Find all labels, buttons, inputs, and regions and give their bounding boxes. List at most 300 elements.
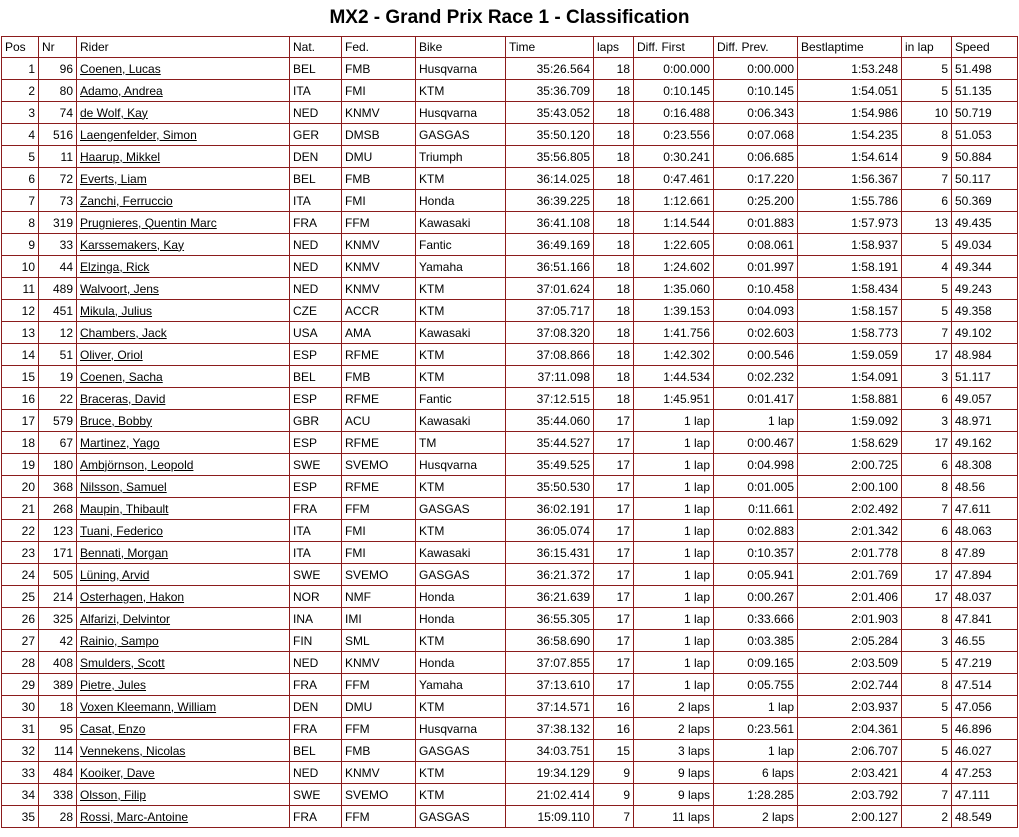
in-lap-cell: 5: [902, 234, 952, 256]
bike-cell: KTM: [416, 300, 506, 322]
in-lap-cell: 5: [902, 718, 952, 740]
table-row: [2, 608, 1018, 630]
bestlap-cell: 2:05.284: [798, 630, 902, 652]
diff-first-cell: 1:44.534: [634, 366, 714, 388]
speed-cell: 49.034: [952, 234, 1018, 256]
rider-link[interactable]: Pietre, Jules: [80, 677, 147, 692]
laps-cell: 18: [594, 256, 634, 278]
pos-cell: 25: [2, 586, 39, 608]
diff-first-cell: 1 lap: [634, 630, 714, 652]
bike-cell: KTM: [416, 476, 506, 498]
in-lap-cell: 6: [902, 520, 952, 542]
table-row: [2, 410, 1018, 432]
nat-cell: BEL: [290, 168, 342, 190]
rider-link[interactable]: Prugnieres, Quentin Marc: [80, 215, 217, 230]
in-lap-cell: 8: [902, 674, 952, 696]
diff-first-cell: 1:12.661: [634, 190, 714, 212]
bestlap-cell: 2:01.769: [798, 564, 902, 586]
nr-cell: 505: [39, 564, 77, 586]
bike-cell: Husqvarna: [416, 454, 506, 476]
rider-link[interactable]: Haarup, Mikkel: [80, 149, 161, 164]
speed-cell: 48.984: [952, 344, 1018, 366]
nr-cell: 74: [39, 102, 77, 124]
laps-cell: 18: [594, 344, 634, 366]
in-lap-cell: 4: [902, 762, 952, 784]
bike-cell: Kawasaki: [416, 410, 506, 432]
time-cell: 37:38.132: [506, 718, 594, 740]
rider-link[interactable]: Tuani, Federico: [80, 523, 163, 538]
nr-cell: 484: [39, 762, 77, 784]
speed-cell: 47.841: [952, 608, 1018, 630]
diff-first-cell: 1 lap: [634, 476, 714, 498]
rider-cell: [77, 542, 290, 564]
classification-table: [1, 36, 1018, 828]
col-header: Time: [506, 37, 594, 58]
diff-first-cell: 1 lap: [634, 608, 714, 630]
bestlap-cell: 2:04.361: [798, 718, 902, 740]
rider-link[interactable]: Oliver, Oriol: [80, 347, 143, 362]
time-cell: 36:21.372: [506, 564, 594, 586]
fed-cell: SVEMO: [342, 564, 416, 586]
fed-cell: RFME: [342, 388, 416, 410]
fed-cell: FFM: [342, 718, 416, 740]
table-row: [2, 146, 1018, 168]
col-header: in lap: [902, 37, 952, 58]
time-cell: 36:49.169: [506, 234, 594, 256]
time-cell: 37:01.624: [506, 278, 594, 300]
speed-cell: 47.894: [952, 564, 1018, 586]
bike-cell: KTM: [416, 80, 506, 102]
diff-prev-cell: 0:10.145: [714, 80, 798, 102]
time-cell: 35:50.530: [506, 476, 594, 498]
pos-cell: 6: [2, 168, 39, 190]
fed-cell: KNMV: [342, 652, 416, 674]
bike-cell: KTM: [416, 278, 506, 300]
nat-cell: ESP: [290, 476, 342, 498]
rider-link[interactable]: Zanchi, Ferruccio: [80, 193, 173, 208]
table-row: [2, 212, 1018, 234]
rider-cell: [77, 806, 290, 828]
laps-cell: 17: [594, 432, 634, 454]
fed-cell: FMB: [342, 740, 416, 762]
diff-prev-cell: 1 lap: [714, 696, 798, 718]
table-row: [2, 234, 1018, 256]
pos-cell: 29: [2, 674, 39, 696]
table-row: [2, 652, 1018, 674]
speed-cell: 47.056: [952, 696, 1018, 718]
bike-cell: GASGAS: [416, 124, 506, 146]
fed-cell: RFME: [342, 476, 416, 498]
bike-cell: TM: [416, 432, 506, 454]
bestlap-cell: 1:54.235: [798, 124, 902, 146]
bestlap-cell: 2:01.903: [798, 608, 902, 630]
nr-cell: 95: [39, 718, 77, 740]
time-cell: 36:39.225: [506, 190, 594, 212]
rider-cell: [77, 410, 290, 432]
laps-cell: 17: [594, 586, 634, 608]
pos-cell: 15: [2, 366, 39, 388]
bike-cell: Honda: [416, 190, 506, 212]
pos-cell: 33: [2, 762, 39, 784]
rider-link[interactable]: Lüning, Arvid: [80, 567, 150, 582]
nr-cell: 18: [39, 696, 77, 718]
laps-cell: 9: [594, 784, 634, 806]
diff-first-cell: 1 lap: [634, 674, 714, 696]
bestlap-cell: 2:03.937: [798, 696, 902, 718]
in-lap-cell: 10: [902, 102, 952, 124]
nat-cell: BEL: [290, 58, 342, 80]
nat-cell: NED: [290, 256, 342, 278]
pos-cell: 19: [2, 454, 39, 476]
diff-first-cell: 1:24.602: [634, 256, 714, 278]
time-cell: 37:14.571: [506, 696, 594, 718]
diff-prev-cell: 0:00.000: [714, 58, 798, 80]
rider-cell: [77, 256, 290, 278]
col-header: Diff. Prev.: [714, 37, 798, 58]
in-lap-cell: 13: [902, 212, 952, 234]
nr-cell: 489: [39, 278, 77, 300]
rider-link[interactable]: Elzinga, Rick: [80, 259, 150, 274]
laps-cell: 18: [594, 278, 634, 300]
table-row: [2, 102, 1018, 124]
diff-first-cell: 1:41.756: [634, 322, 714, 344]
rider-link[interactable]: Laengenfelder, Simon: [80, 127, 197, 142]
in-lap-cell: 6: [902, 388, 952, 410]
speed-cell: 49.243: [952, 278, 1018, 300]
pos-cell: 28: [2, 652, 39, 674]
nr-cell: 516: [39, 124, 77, 146]
fed-cell: FFM: [342, 806, 416, 828]
fed-cell: KNMV: [342, 278, 416, 300]
rider-link[interactable]: Alfarizi, Delvintor: [80, 611, 171, 626]
rider-link[interactable]: Karssemakers, Kay: [80, 237, 185, 252]
diff-prev-cell: 0:01.417: [714, 388, 798, 410]
laps-cell: 18: [594, 322, 634, 344]
rider-link[interactable]: Mikula, Julius: [80, 303, 153, 318]
col-header: laps: [594, 37, 634, 58]
nat-cell: NED: [290, 102, 342, 124]
in-lap-cell: 5: [902, 740, 952, 762]
rider-link[interactable]: Chambers, Jack: [80, 325, 167, 340]
pos-cell: 23: [2, 542, 39, 564]
diff-prev-cell: 0:33.666: [714, 608, 798, 630]
laps-cell: 17: [594, 564, 634, 586]
in-lap-cell: 5: [902, 300, 952, 322]
rider-cell: [77, 388, 290, 410]
rider-link[interactable]: Voxen Kleemann, William: [80, 699, 217, 714]
fed-cell: DMU: [342, 696, 416, 718]
laps-cell: 18: [594, 300, 634, 322]
bestlap-cell: 1:54.051: [798, 80, 902, 102]
pos-cell: 7: [2, 190, 39, 212]
nr-cell: 44: [39, 256, 77, 278]
pos-cell: 1: [2, 58, 39, 80]
bestlap-cell: 1:58.191: [798, 256, 902, 278]
pos-cell: 9: [2, 234, 39, 256]
bike-cell: Husqvarna: [416, 102, 506, 124]
time-cell: 21:02.414: [506, 784, 594, 806]
nr-cell: 214: [39, 586, 77, 608]
bestlap-cell: 2:01.406: [798, 586, 902, 608]
laps-cell: 7: [594, 806, 634, 828]
speed-cell: 46.027: [952, 740, 1018, 762]
speed-cell: 50.117: [952, 168, 1018, 190]
time-cell: 35:49.525: [506, 454, 594, 476]
nr-cell: 80: [39, 80, 77, 102]
nr-cell: 389: [39, 674, 77, 696]
bike-cell: Kawasaki: [416, 322, 506, 344]
time-cell: 15:09.110: [506, 806, 594, 828]
bike-cell: KTM: [416, 344, 506, 366]
rider-cell: [77, 432, 290, 454]
bestlap-cell: 1:58.434: [798, 278, 902, 300]
nr-cell: 67: [39, 432, 77, 454]
pos-cell: 5: [2, 146, 39, 168]
time-cell: 35:56.805: [506, 146, 594, 168]
diff-first-cell: 9 laps: [634, 784, 714, 806]
diff-prev-cell: 0:06.343: [714, 102, 798, 124]
bestlap-cell: 2:00.127: [798, 806, 902, 828]
nr-cell: 338: [39, 784, 77, 806]
nat-cell: ESP: [290, 344, 342, 366]
nat-cell: NED: [290, 278, 342, 300]
rider-link[interactable]: Smulders, Scott: [80, 655, 165, 670]
time-cell: 37:07.855: [506, 652, 594, 674]
bike-cell: KTM: [416, 762, 506, 784]
bike-cell: GASGAS: [416, 564, 506, 586]
diff-prev-cell: 0:23.561: [714, 718, 798, 740]
fed-cell: SVEMO: [342, 784, 416, 806]
laps-cell: 18: [594, 190, 634, 212]
bike-cell: KTM: [416, 696, 506, 718]
col-header: Speed: [952, 37, 1018, 58]
diff-prev-cell: 0:25.200: [714, 190, 798, 212]
nat-cell: FRA: [290, 212, 342, 234]
fed-cell: FFM: [342, 674, 416, 696]
fed-cell: FMB: [342, 58, 416, 80]
time-cell: 36:41.108: [506, 212, 594, 234]
bestlap-cell: 2:00.100: [798, 476, 902, 498]
diff-first-cell: 1 lap: [634, 520, 714, 542]
rider-link[interactable]: Casat, Enzo: [80, 721, 146, 736]
fed-cell: ACCR: [342, 300, 416, 322]
col-header: Bestlaptime: [798, 37, 902, 58]
speed-cell: 49.358: [952, 300, 1018, 322]
time-cell: 36:05.074: [506, 520, 594, 542]
nat-cell: DEN: [290, 146, 342, 168]
nat-cell: ESP: [290, 432, 342, 454]
rider-cell: [77, 520, 290, 542]
time-cell: 37:08.320: [506, 322, 594, 344]
rider-link[interactable]: Adamo, Andrea: [80, 83, 163, 98]
fed-cell: IMI: [342, 608, 416, 630]
bike-cell: KTM: [416, 366, 506, 388]
bike-cell: KTM: [416, 520, 506, 542]
pos-cell: 11: [2, 278, 39, 300]
rider-cell: [77, 454, 290, 476]
fed-cell: RFME: [342, 344, 416, 366]
bestlap-cell: 1:54.614: [798, 146, 902, 168]
table-row: [2, 762, 1018, 784]
rider-link[interactable]: Kooiker, Dave: [80, 765, 155, 780]
table-header-row: [2, 37, 1018, 58]
fed-cell: SVEMO: [342, 454, 416, 476]
time-cell: 35:50.120: [506, 124, 594, 146]
diff-prev-cell: 0:09.165: [714, 652, 798, 674]
rider-link[interactable]: Rainio, Sampo: [80, 633, 159, 648]
table-row: [2, 718, 1018, 740]
in-lap-cell: 8: [902, 608, 952, 630]
diff-first-cell: 9 laps: [634, 762, 714, 784]
pos-cell: 2: [2, 80, 39, 102]
table-row: [2, 366, 1018, 388]
bike-cell: KTM: [416, 168, 506, 190]
diff-first-cell: 0:16.488: [634, 102, 714, 124]
table-row: [2, 344, 1018, 366]
rider-link[interactable]: de Wolf, Kay: [80, 105, 148, 120]
fed-cell: FMB: [342, 366, 416, 388]
nat-cell: SWE: [290, 784, 342, 806]
in-lap-cell: 7: [902, 168, 952, 190]
rider-link[interactable]: Bruce, Bobby: [80, 413, 153, 428]
rider-link[interactable]: Walvoort, Jens: [80, 281, 159, 296]
in-lap-cell: 5: [902, 278, 952, 300]
bike-cell: GASGAS: [416, 498, 506, 520]
bestlap-cell: 2:03.421: [798, 762, 902, 784]
laps-cell: 17: [594, 520, 634, 542]
table-row: [2, 806, 1018, 828]
in-lap-cell: 5: [902, 696, 952, 718]
fed-cell: DMSB: [342, 124, 416, 146]
diff-prev-cell: 0:08.061: [714, 234, 798, 256]
rider-cell: [77, 124, 290, 146]
nr-cell: 180: [39, 454, 77, 476]
table-row: [2, 58, 1018, 80]
nat-cell: ITA: [290, 542, 342, 564]
pos-cell: 22: [2, 520, 39, 542]
fed-cell: AMA: [342, 322, 416, 344]
in-lap-cell: 8: [902, 476, 952, 498]
rider-link[interactable]: Rossi, Marc-Antoine: [80, 809, 189, 824]
bike-cell: Honda: [416, 586, 506, 608]
time-cell: 36:02.191: [506, 498, 594, 520]
bestlap-cell: 2:03.792: [798, 784, 902, 806]
bike-cell: Husqvarna: [416, 718, 506, 740]
laps-cell: 18: [594, 146, 634, 168]
rider-link[interactable]: Coenen, Lucas: [80, 61, 161, 76]
fed-cell: FMI: [342, 542, 416, 564]
col-header: Fed.: [342, 37, 416, 58]
fed-cell: KNMV: [342, 762, 416, 784]
rider-link[interactable]: Braceras, David: [80, 391, 166, 406]
rider-cell: [77, 344, 290, 366]
diff-first-cell: 3 laps: [634, 740, 714, 762]
bestlap-cell: 1:58.773: [798, 322, 902, 344]
rider-link[interactable]: Maupin, Thibault: [80, 501, 169, 516]
laps-cell: 17: [594, 410, 634, 432]
col-header: Bike: [416, 37, 506, 58]
nat-cell: NED: [290, 652, 342, 674]
pos-cell: 16: [2, 388, 39, 410]
laps-cell: 17: [594, 652, 634, 674]
laps-cell: 18: [594, 102, 634, 124]
speed-cell: 47.219: [952, 652, 1018, 674]
rider-link[interactable]: Martinez, Yago: [80, 435, 160, 450]
rider-link[interactable]: Bennati, Morgan: [80, 545, 169, 560]
rider-link[interactable]: Everts, Liam: [80, 171, 147, 186]
fed-cell: NMF: [342, 586, 416, 608]
speed-cell: 49.162: [952, 432, 1018, 454]
diff-first-cell: 1 lap: [634, 586, 714, 608]
time-cell: 37:05.717: [506, 300, 594, 322]
in-lap-cell: 7: [902, 322, 952, 344]
nat-cell: NOR: [290, 586, 342, 608]
rider-cell: [77, 784, 290, 806]
rider-link[interactable]: Nilsson, Samuel: [80, 479, 167, 494]
rider-link[interactable]: Vennekens, Nicolas: [80, 743, 186, 758]
bestlap-cell: 2:03.509: [798, 652, 902, 674]
table-row: [2, 388, 1018, 410]
diff-first-cell: 1 lap: [634, 410, 714, 432]
table-row: [2, 476, 1018, 498]
diff-first-cell: 2 laps: [634, 696, 714, 718]
table-row: [2, 630, 1018, 652]
diff-first-cell: 1:45.951: [634, 388, 714, 410]
pos-cell: 10: [2, 256, 39, 278]
bestlap-cell: 1:58.881: [798, 388, 902, 410]
diff-prev-cell: 0:04.093: [714, 300, 798, 322]
time-cell: 37:11.098: [506, 366, 594, 388]
table-row: [2, 300, 1018, 322]
laps-cell: 18: [594, 234, 634, 256]
in-lap-cell: 7: [902, 784, 952, 806]
pos-cell: 31: [2, 718, 39, 740]
diff-prev-cell: 6 laps: [714, 762, 798, 784]
diff-first-cell: 11 laps: [634, 806, 714, 828]
laps-cell: 18: [594, 168, 634, 190]
bestlap-cell: 1:56.367: [798, 168, 902, 190]
rider-link[interactable]: Osterhagen, Hakon: [80, 589, 185, 604]
rider-cell: [77, 58, 290, 80]
bestlap-cell: 2:02.744: [798, 674, 902, 696]
diff-prev-cell: 0:10.357: [714, 542, 798, 564]
rider-link[interactable]: Coenen, Sacha: [80, 369, 163, 384]
laps-cell: 18: [594, 212, 634, 234]
time-cell: 36:55.305: [506, 608, 594, 630]
nat-cell: NED: [290, 234, 342, 256]
diff-first-cell: 1 lap: [634, 432, 714, 454]
rider-link[interactable]: Ambjörnson, Leopold: [80, 457, 194, 472]
bike-cell: Fantic: [416, 388, 506, 410]
rider-link[interactable]: Olsson, Filip: [80, 787, 147, 802]
laps-cell: 17: [594, 674, 634, 696]
fed-cell: FMI: [342, 80, 416, 102]
bestlap-cell: 1:59.092: [798, 410, 902, 432]
nr-cell: 114: [39, 740, 77, 762]
col-header: Nat.: [290, 37, 342, 58]
pos-cell: 30: [2, 696, 39, 718]
diff-first-cell: 1:39.153: [634, 300, 714, 322]
fed-cell: FFM: [342, 498, 416, 520]
bike-cell: GASGAS: [416, 806, 506, 828]
rider-cell: [77, 300, 290, 322]
rider-cell: [77, 762, 290, 784]
bike-cell: GASGAS: [416, 740, 506, 762]
nr-cell: 451: [39, 300, 77, 322]
rider-cell: [77, 674, 290, 696]
speed-cell: 48.971: [952, 410, 1018, 432]
table-row: [2, 278, 1018, 300]
